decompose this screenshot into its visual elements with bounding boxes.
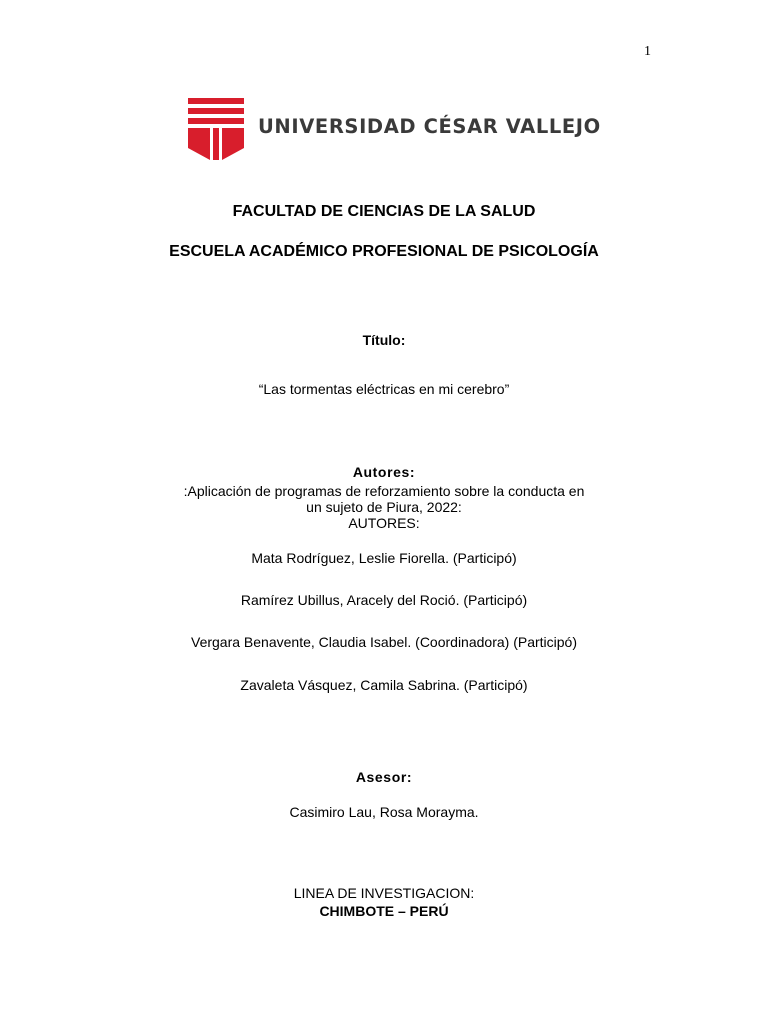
author-item: Mata Rodríguez, Leslie Fiorella. (Participó) — [251, 550, 517, 566]
subtitle-line-1: :Aplicación de programas de reforzamiento sobre la conducta en — [183, 483, 585, 499]
advisor-label: Asesor: — [355, 769, 413, 785]
advisor-name: Casimiro Lau, Rosa Morayma. — [289, 804, 479, 820]
school-heading: ESCUELA ACADÉMICO PROFESIONAL DE PSICOLOGÍA — [169, 243, 599, 260]
university-logo — [188, 98, 601, 160]
university-name: UNIVERSIDAD CÉSAR VALLEJO — [258, 115, 601, 138]
authors-label: Autores: — [352, 464, 416, 480]
author-item: Zavaleta Vásquez, Camila Sabrina. (Participó) — [240, 677, 528, 693]
university-emblem-icon — [188, 98, 244, 160]
author-item: Ramírez Ubillus, Aracely del Roció. (Participó) — [240, 592, 528, 608]
authors-caps-label: AUTORES: — [348, 515, 420, 531]
title-label: Título: — [362, 332, 406, 348]
subtitle-line-2: un sujeto de Piura, 2022: — [306, 499, 462, 515]
city-location: CHIMBOTE – PERÚ — [319, 903, 449, 919]
author-item: Vergara Benavente, Claudia Isabel. (Coordinadora) (Participó) — [191, 634, 577, 650]
document-title: “Las tormentas eléctricas en mi cerebro” — [258, 381, 510, 397]
page-number: 1 — [644, 44, 651, 59]
research-line: LINEA DE INVESTIGACION: — [293, 885, 475, 901]
faculty-heading: FACULTAD DE CIENCIAS DE LA SALUD — [232, 203, 536, 220]
